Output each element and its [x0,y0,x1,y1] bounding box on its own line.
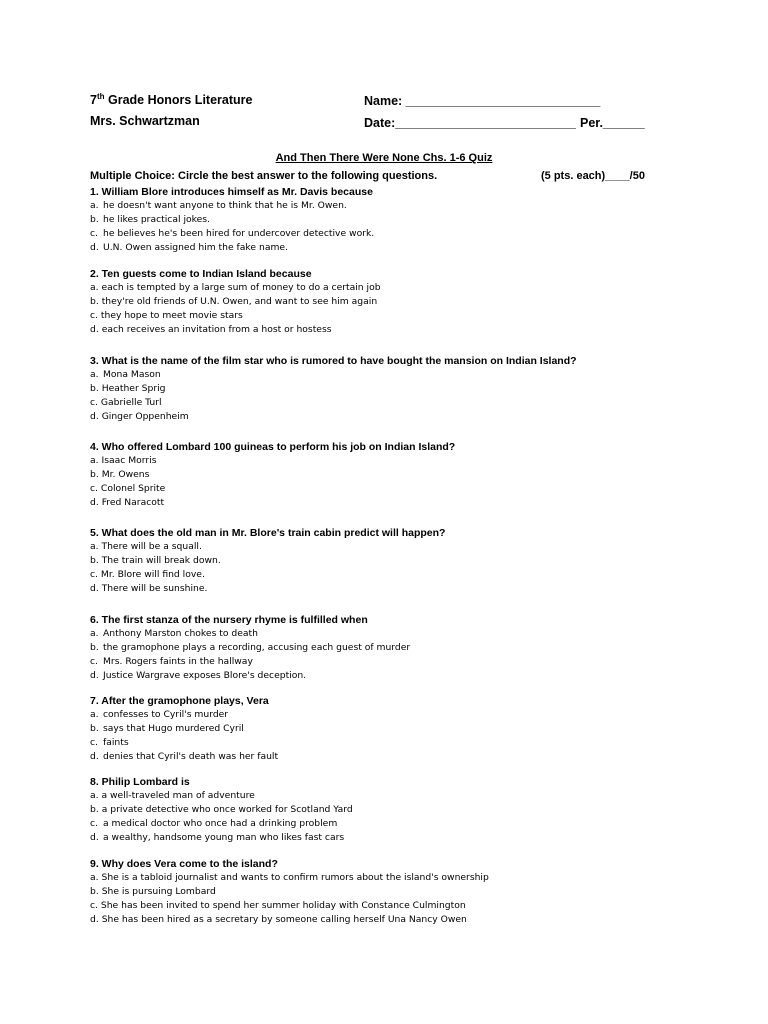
option-text: he believes he's been hired for undercover detective work. [103,228,375,239]
option-text: Fred Naracott [101,497,165,508]
option-letter: d. [90,832,99,843]
name-field[interactable]: Name: ____________________________ [364,94,601,108]
answer-option[interactable] [90,655,690,669]
option-letter: c. [90,310,98,321]
option-text: Ginger Oppenheim [101,411,189,422]
option-letter: b. [90,642,99,653]
option-text: Anthony Marston chokes to death [103,628,258,639]
question-4 [90,440,690,510]
answer-option[interactable] [90,913,690,927]
option-text: Gabrielle Turl [100,397,162,408]
answer-option[interactable] [90,410,690,424]
question-text: 6. The first stanza of the nursery rhyme is fulfilled when [90,614,368,626]
option-text: The train will break down. [101,555,221,566]
option-text: he likes practical jokes. [103,214,210,225]
option-letter: c. [90,900,98,911]
answer-option[interactable] [90,382,690,396]
answer-option[interactable] [90,669,690,683]
option-text: the gramophone plays a recording, accusing each guest of murder [103,642,411,653]
option-letter: d. [90,583,99,594]
option-text: each receives an invitation from a host or hostess [101,324,332,335]
option-text: Mona Mason [103,369,161,380]
answer-option[interactable] [90,722,690,736]
answer-option[interactable] [90,736,690,750]
option-text: Mrs. Rogers faints in the hallway [103,656,253,667]
quiz-title [0,152,768,164]
option-text: She has been hired as a secretary by someone calling herself Una Nancy Owen [101,914,467,925]
option-letter: c. [90,737,98,748]
question-6 [90,613,690,683]
quiz-title-text: And Then There Were None Chs. 1-6 Quiz [275,152,493,164]
question-3 [90,354,690,424]
option-letter: d. [90,914,99,925]
course-grade: 7 [90,93,97,107]
option-letter: a. [90,628,99,639]
answer-option[interactable] [90,396,690,410]
question-text: 2. Ten guests come to Indian Island because [90,268,312,280]
option-letter: a. [90,790,99,801]
answer-option[interactable] [90,803,690,817]
option-letter: b. [90,214,99,225]
answer-option[interactable] [90,789,690,803]
answer-option[interactable] [90,368,690,382]
option-text: Heather Sprig [101,383,166,394]
answer-option[interactable] [90,708,690,722]
option-letter: c. [90,483,98,494]
option-text: Isaac Morris [101,455,157,466]
course-name: Grade Honors Literature [104,93,253,107]
answer-option[interactable] [90,750,690,764]
answer-option[interactable] [90,213,690,227]
option-text: says that Hugo murdered Cyril [103,723,244,734]
date-field[interactable]: Date:__________________________ [364,116,577,130]
answer-option[interactable] [90,540,690,554]
course-title [90,93,252,107]
answer-option[interactable] [90,641,690,655]
period-field[interactable]: Per.______ [580,116,645,130]
option-text: confesses to Cyril's murder [103,709,229,720]
option-letter: d. [90,411,99,422]
answer-option[interactable] [90,496,690,510]
option-text: a well-traveled man of adventure [101,790,255,801]
option-text: There will be a squall. [101,541,202,552]
teacher-name: Mrs. Schwartzman [90,114,200,128]
option-letter: b. [90,296,99,307]
option-text: Mr. Owens [101,469,150,480]
option-letter: d. [90,324,99,335]
option-letter: b. [90,383,99,394]
option-text: She has been invited to spend her summer holiday with Constance Culmington [100,900,466,911]
option-text: a private detective who once worked for Scotland Yard [101,804,353,815]
option-text: Justice Wargrave exposes Blore's deception. [103,670,307,681]
question-text: 4. Who offered Lombard 100 guineas to perform his job on Indian Island? [90,441,456,453]
option-text: they hope to meet movie stars [100,310,243,321]
question-1 [90,185,690,255]
option-text: denies that Cyril's death was her fault [103,751,279,762]
option-text: Colonel Sprite [100,483,166,494]
answer-option[interactable] [90,554,690,568]
answer-option[interactable] [90,582,690,596]
option-letter: b. [90,804,99,815]
option-letter: a. [90,282,99,293]
question-text: 9. Why does Vera come to the island? [90,858,278,870]
option-letter: a. [90,455,99,466]
question-text: 7. After the gramophone plays, Vera [90,695,269,707]
option-letter: d. [90,751,99,762]
option-text: Mr. Blore will find love. [100,569,205,580]
answer-option[interactable] [90,309,690,323]
option-text: faints [103,737,129,748]
answer-option[interactable] [90,454,690,468]
option-letter: d. [90,497,99,508]
option-letter: a. [90,709,99,720]
option-letter: c. [90,656,98,667]
option-text: U.N. Owen assigned him the fake name. [103,242,288,253]
answer-option[interactable] [90,817,690,831]
option-text: There will be sunshine. [101,583,208,594]
answer-option[interactable] [90,568,690,582]
question-2 [90,267,690,337]
answer-option[interactable] [90,482,690,496]
answer-option[interactable] [90,227,690,241]
question-text: 8. Philip Lombard is [90,776,190,788]
option-text: they're old friends of U.N. Owen, and want to see him again [101,296,378,307]
answer-option[interactable] [90,468,690,482]
option-letter: a. [90,200,99,211]
option-text: a medical doctor who once had a drinking problem [103,818,338,829]
option-letter: b. [90,555,99,566]
question-7 [90,694,690,764]
course-grade-suffix: th [96,91,105,101]
option-letter: b. [90,886,99,897]
option-letter: d. [90,670,99,681]
points-total: (5 pts. each)____/50 [541,170,645,182]
answer-option[interactable] [90,871,690,885]
option-letter: c. [90,818,98,829]
option-letter: c. [90,228,98,239]
answer-option[interactable] [90,281,690,295]
instructions: Multiple Choice: Circle the best answer to the following questions. [90,170,438,182]
answer-option[interactable] [90,627,690,641]
answer-option[interactable] [90,199,690,213]
answer-option[interactable] [90,323,690,337]
option-text: a wealthy, handsome young man who likes fast cars [103,832,345,843]
question-5 [90,526,690,596]
question-text: 5. What does the old man in Mr. Blore's train cabin predict will happen? [90,527,446,539]
answer-option[interactable] [90,241,690,255]
option-letter: c. [90,569,98,580]
answer-option[interactable] [90,899,690,913]
question-8 [90,775,690,845]
option-text: he doesn't want anyone to think that he is Mr. Owen. [103,200,347,211]
answer-option[interactable] [90,831,690,845]
option-letter: a. [90,872,99,883]
option-letter: c. [90,397,98,408]
option-text: She is a tabloid journalist and wants to confirm rumors about the island's ownership [101,872,489,883]
option-letter: a. [90,541,99,552]
question-text: 1. William Blore introduces himself as Mr. Davis because [90,186,373,198]
answer-option[interactable] [90,885,690,899]
option-letter: b. [90,723,99,734]
question-9 [90,857,690,927]
option-letter: b. [90,469,99,480]
question-text: 3. What is the name of the film star who is rumored to have bought the mansion on Indian Island? [90,355,577,367]
option-text: She is pursuing Lombard [101,886,216,897]
option-letter: a. [90,369,99,380]
option-letter: d. [90,242,99,253]
answer-option[interactable] [90,295,690,309]
option-text: each is tempted by a large sum of money to do a certain job [101,282,381,293]
